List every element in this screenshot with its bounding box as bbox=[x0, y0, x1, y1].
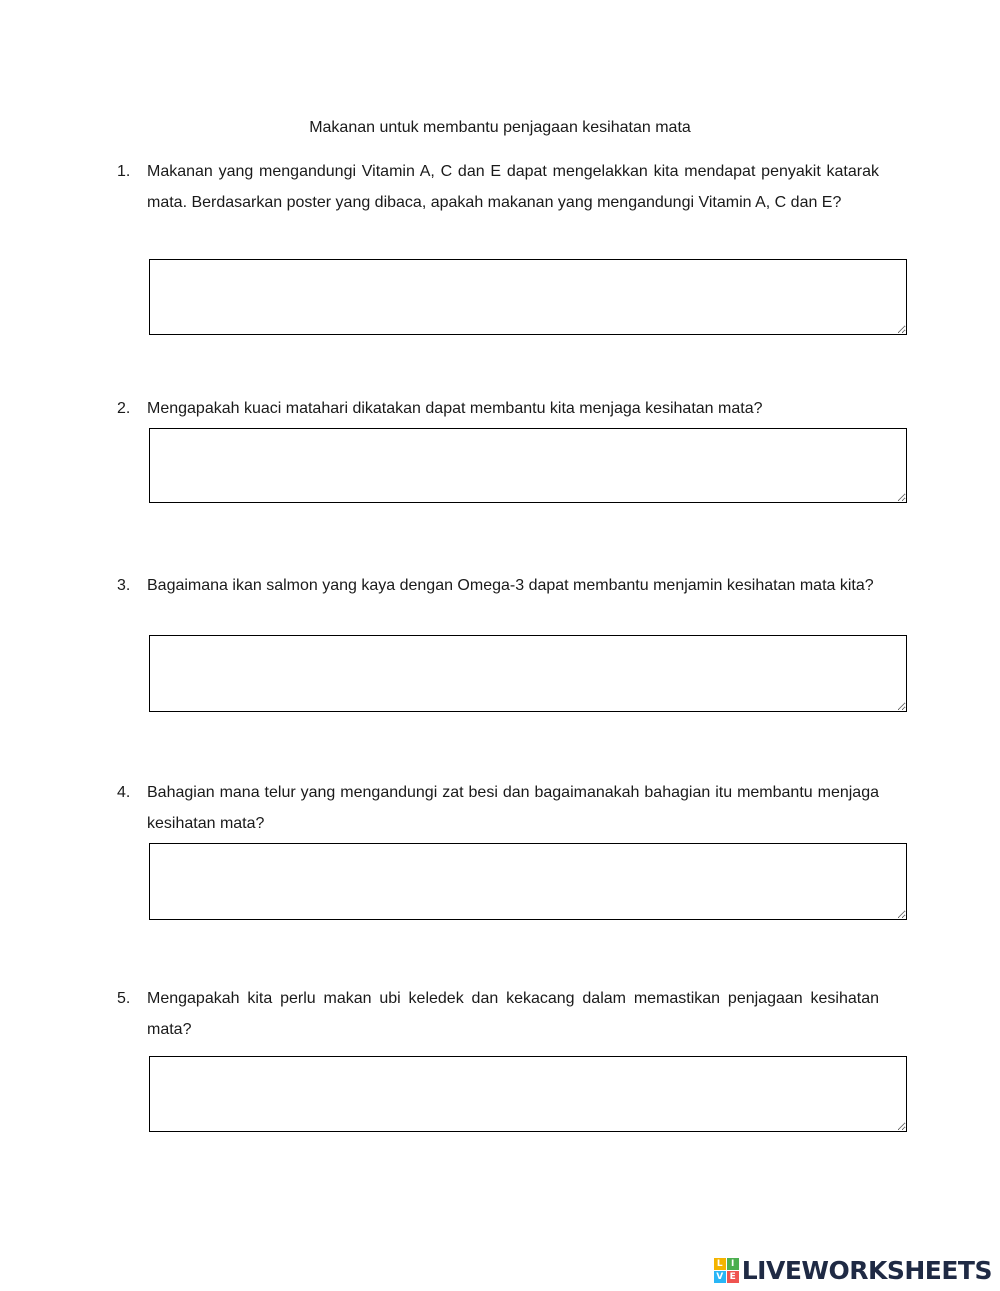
question-text: Mengapakah kuaci matahari dikatakan dapat membantu kita menjaga kesihatan mata? bbox=[147, 400, 763, 417]
question-3 bbox=[117, 570, 879, 601]
question-number: 2. bbox=[117, 400, 131, 417]
liveworksheets-logo bbox=[714, 1255, 992, 1285]
answer-box-2[interactable] bbox=[149, 428, 907, 503]
question-text: Mengapakah kita perlu makan ubi keledek dan kekacang dalam memastikan penjagaan kesihatan mata? bbox=[147, 990, 879, 1038]
logo-mark-icon bbox=[714, 1258, 739, 1283]
answer-box-1[interactable] bbox=[149, 259, 907, 335]
logo-mark-tile: L bbox=[714, 1258, 726, 1270]
question-number: 5. bbox=[117, 990, 131, 1007]
logo-mark-tile: I bbox=[727, 1258, 739, 1270]
question-text: Bahagian mana telur yang mengandungi zat besi dan bagaimanakah bahagian itu membantu menjaga kesihatan mata? bbox=[147, 784, 879, 832]
question-1 bbox=[117, 156, 879, 218]
logo-mark-tile: V bbox=[714, 1271, 726, 1283]
question-number: 3. bbox=[117, 577, 131, 594]
question-text: Bagaimana ikan salmon yang kaya dengan Omega-3 dapat membantu menjamin kesihatan mata kita? bbox=[147, 577, 874, 594]
logo-mark-tile: E bbox=[727, 1271, 739, 1283]
answer-box-3[interactable] bbox=[149, 635, 907, 712]
question-text: Makanan yang mengandungi Vitamin A, C dan E dapat mengelakkan kita mendapat penyakit katarak mata. Berdasarkan poster yang dibaca, apakah makanan yang mengandungi Vitamin A, C dan E? bbox=[147, 163, 879, 211]
page-title: Makanan untuk membantu penjagaan kesihatan mata bbox=[309, 119, 691, 136]
answer-box-5[interactable] bbox=[149, 1056, 907, 1132]
question-5 bbox=[117, 983, 879, 1045]
question-2 bbox=[117, 393, 879, 424]
question-number: 4. bbox=[117, 784, 131, 801]
question-number: 1. bbox=[117, 163, 131, 180]
logo-text: LIVEWORKSHEETS bbox=[741, 1255, 992, 1285]
question-4 bbox=[117, 777, 879, 839]
answer-box-4[interactable] bbox=[149, 843, 907, 920]
